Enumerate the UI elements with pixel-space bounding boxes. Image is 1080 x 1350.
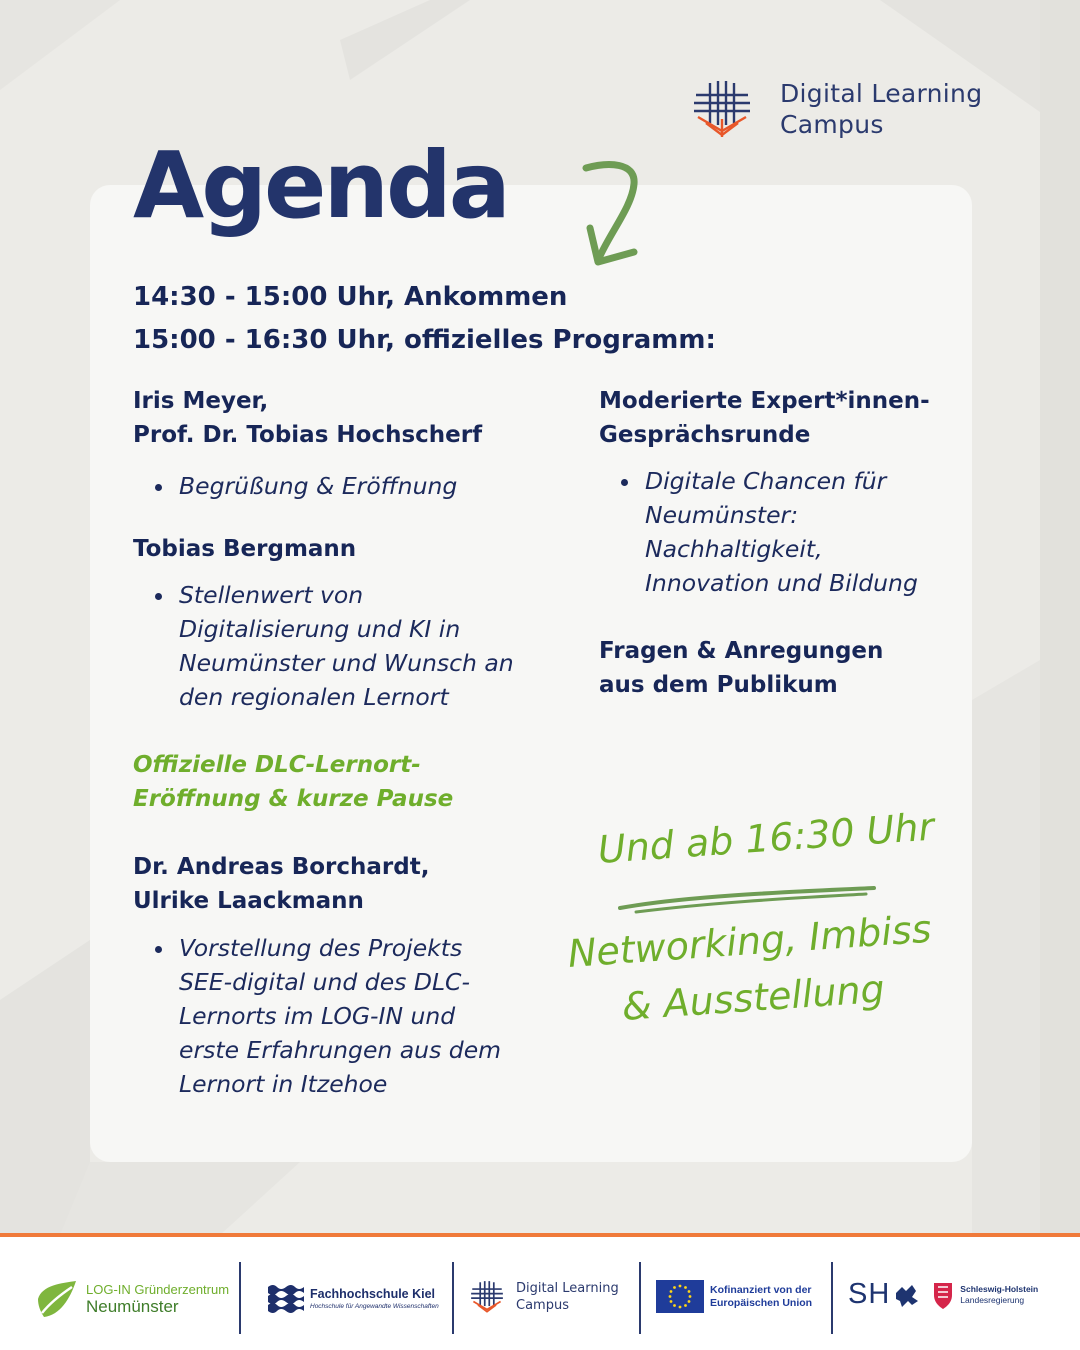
eu-logo [656, 1280, 812, 1313]
time-arrival: 14:30 - 15:00 Uhr, Ankommen [133, 282, 568, 312]
sh-line2: Landesregierung [960, 1294, 1025, 1305]
speaker-line: Iris Meyer, [133, 388, 269, 414]
footer-dlc-line1: Digital Learning [516, 1281, 619, 1296]
speaker-line: Prof. Dr. Tobias Hochscherf [133, 422, 483, 448]
highlight-opening [133, 748, 553, 816]
item-line: Lernort in Itzehoe [179, 1070, 388, 1098]
fh-kiel-logo [268, 1283, 439, 1315]
footer-separator [452, 1262, 454, 1334]
agenda-item-welcome: Begrüßung & Eröffnung [133, 469, 553, 503]
panel-discussion-heading [599, 384, 959, 452]
item-line: erste Erfahrungen aus dem [179, 1036, 502, 1064]
footer-dlc-logo [470, 1280, 619, 1314]
item-line: Lernorts im LOG-IN und [179, 1002, 456, 1030]
heading-line: Moderierte Expert*innen- [599, 388, 930, 414]
item-line: den regionalen Lernort [179, 683, 449, 711]
footer-separator [239, 1262, 241, 1334]
arrow-down-icon [578, 158, 658, 273]
time-program: 15:00 - 16:30 Uhr, offizielles Programm: [133, 325, 716, 355]
item-line: Nachhaltigkeit, [645, 535, 823, 563]
sh-government-logo [848, 1278, 1038, 1311]
logo-line1: Digital Learning [780, 79, 983, 108]
login-line1: LOG-IN Gründerzentrum [86, 1282, 230, 1297]
logo-line2: Campus [780, 110, 884, 139]
speaker-line: Ulrike Laackmann [133, 888, 364, 914]
footer-separator [639, 1262, 641, 1334]
item-line: Neumünster und Wunsch an [179, 649, 514, 677]
item-line: Neumünster: [645, 501, 799, 529]
highlight-line: Offizielle DLC-Lernort- [133, 752, 421, 778]
fh-line1: Fachhochschule Kiel [310, 1286, 436, 1301]
sh-line1: Schleswig-Holstein [960, 1283, 1039, 1294]
questions-heading [599, 634, 959, 702]
heading-line: aus dem Publikum [599, 672, 838, 698]
item-line: Vorstellung des Projekts [179, 934, 463, 962]
heading-line: Fragen & Anregungen [599, 638, 884, 664]
login-logo [36, 1279, 229, 1319]
eu-line1: Kofinanziert von der [710, 1283, 812, 1296]
schedule-times [133, 276, 716, 362]
item-line: Digitale Chancen für [645, 467, 887, 495]
eu-line2: Europäischen Union [710, 1296, 813, 1309]
footer-dlc-line2: Campus [516, 1298, 569, 1313]
leaf-icon [36, 1279, 78, 1319]
eu-flag-icon [656, 1280, 704, 1313]
digital-learning-campus-logo [692, 78, 982, 140]
coat-of-arms-icon [894, 1279, 956, 1311]
item-line: SEE-digital und des DLC- [179, 968, 470, 996]
left-column [133, 384, 553, 1101]
speaker-meyer-hochscherf [133, 384, 553, 452]
item-line: Digitalisierung und KI in [179, 615, 461, 643]
handwritten-ausstellung: & Ausstellung [620, 966, 886, 1029]
login-line2: Neumünster [86, 1297, 179, 1316]
dlc-logo-text [780, 78, 982, 140]
handwritten-networking: Networking, Imbiss [566, 906, 933, 976]
footer-separator [831, 1262, 833, 1334]
fh-line2: Hochschule für Angewandte Wissenschaften [310, 1302, 439, 1310]
speaker-borchardt-laackmann [133, 850, 553, 918]
heading-line: Gesprächsrunde [599, 422, 811, 448]
dlc-logo-icon [470, 1280, 504, 1314]
highlight-line: Eröffnung & kurze Pause [133, 786, 454, 812]
agenda-item-digitalisierung [133, 578, 553, 714]
waves-icon [268, 1283, 304, 1315]
agenda-item-chancen [599, 464, 959, 600]
dlc-logo-icon [692, 79, 752, 139]
item-line: Innovation und Bildung [645, 569, 918, 597]
item-line: Stellenwert von [179, 581, 364, 609]
speaker-line: Dr. Andreas Borchardt, [133, 854, 430, 880]
page-title: Agenda [133, 132, 508, 239]
right-column [599, 384, 959, 702]
handwritten-time: Und ab 16:30 Uhr [596, 804, 936, 872]
agenda-item-see-digital [133, 931, 553, 1101]
sh-abbr: SH [848, 1278, 891, 1310]
speaker-bergmann: Tobias Bergmann [133, 536, 357, 562]
